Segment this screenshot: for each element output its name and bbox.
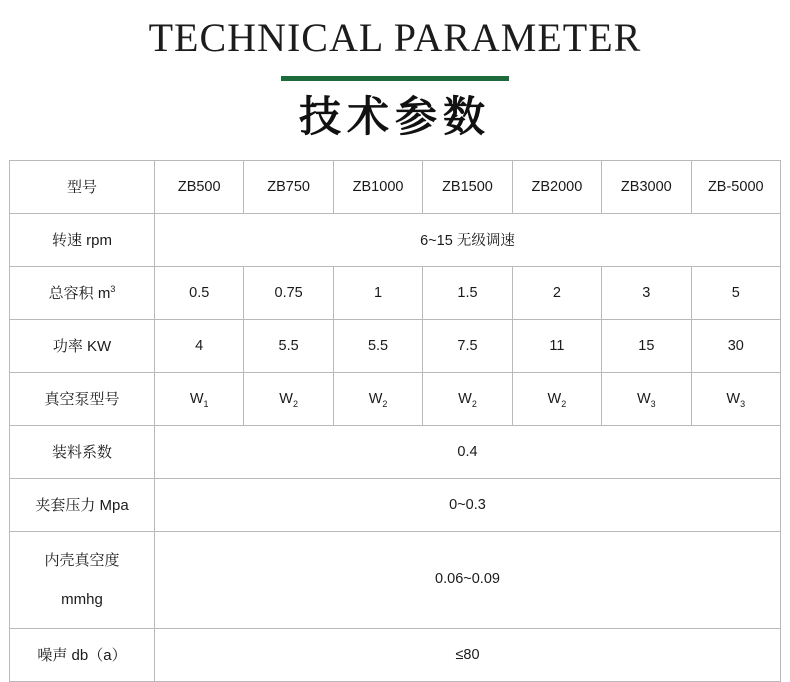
table-cell: ZB-5000 <box>691 160 780 213</box>
table-cell: 1.5 <box>423 266 512 319</box>
table-cell: 1 <box>333 266 422 319</box>
table-cell: 5 <box>691 266 780 319</box>
table-cell-text-1: $W_2$ <box>279 390 298 409</box>
table-cell: ZB3000 <box>602 160 691 213</box>
row-label: 功率 KW <box>10 319 155 372</box>
table-cell: 5.5 <box>244 319 333 372</box>
table-cell <box>423 372 512 425</box>
page-title-english: TECHNICAL PARAMETER <box>148 15 642 60</box>
page-title-chinese: 技术参数 <box>298 93 491 140</box>
row-label <box>10 531 155 628</box>
table-cell: 4 <box>155 319 244 372</box>
table-cell: 0.75 <box>244 266 333 319</box>
table-cell <box>155 372 244 425</box>
table-cell: ZB1000 <box>333 160 422 213</box>
row-label: 真空泵型号 <box>10 372 155 425</box>
table-row <box>10 319 781 372</box>
table-cell <box>244 372 333 425</box>
table-cell: ZB750 <box>244 160 333 213</box>
table-row <box>10 478 781 531</box>
table-cell: 0.5 <box>155 266 244 319</box>
row-label: 装料系数 <box>10 425 155 478</box>
row-label: 噪声 db（a） <box>10 628 155 681</box>
table-cell: 11 <box>512 319 601 372</box>
row-label-text: 总容积 $m^3$ <box>48 284 116 302</box>
table-cell: 30 <box>691 319 780 372</box>
table-cell-text-3: $W_2$ <box>458 390 477 409</box>
table-row <box>10 160 781 213</box>
technical-parameter-table <box>9 160 781 682</box>
table-cell <box>691 372 780 425</box>
row-label: 夹套压力 Mpa <box>10 478 155 531</box>
table-cell-merged: 0.06~0.09 <box>155 531 781 628</box>
table-row <box>10 531 781 628</box>
table-row <box>10 425 781 478</box>
row-label-text-multiline: 内壳真空度 mmhg <box>44 551 120 608</box>
table-cell-merged: 0.4 <box>155 425 781 478</box>
table-cell <box>333 372 422 425</box>
table-cell-text-5: $W_3$ <box>636 390 656 409</box>
table-row <box>10 372 781 425</box>
table-cell: 15 <box>602 319 691 372</box>
row-label: 转速 rpm <box>10 213 155 266</box>
table-row <box>10 266 781 319</box>
table-cell-text-2: $W_2$ <box>368 390 388 409</box>
table-cell: 3 <box>602 266 691 319</box>
table-cell-merged: ≤80 <box>155 628 781 681</box>
table-cell-text-0: $W_1$ <box>189 390 209 409</box>
table-cell: 7.5 <box>423 319 512 372</box>
table-cell-merged: 6~15 无级调速 <box>155 213 781 266</box>
table-cell: 5.5 <box>333 319 422 372</box>
table-cell-text-4: $W_2$ <box>547 390 567 409</box>
title-divider <box>281 76 509 81</box>
table-cell: ZB1500 <box>423 160 512 213</box>
row-label: 型号 <box>10 160 155 213</box>
table-row <box>10 213 781 266</box>
table-cell: 2 <box>512 266 601 319</box>
table-cell: ZB500 <box>155 160 244 213</box>
table-cell-text-6: $W_3$ <box>726 390 746 409</box>
table-row <box>10 628 781 681</box>
row-label <box>10 266 155 319</box>
table-cell <box>602 372 691 425</box>
table-cell <box>512 372 601 425</box>
table-cell-merged: 0~0.3 <box>155 478 781 531</box>
table-cell: ZB2000 <box>512 160 601 213</box>
